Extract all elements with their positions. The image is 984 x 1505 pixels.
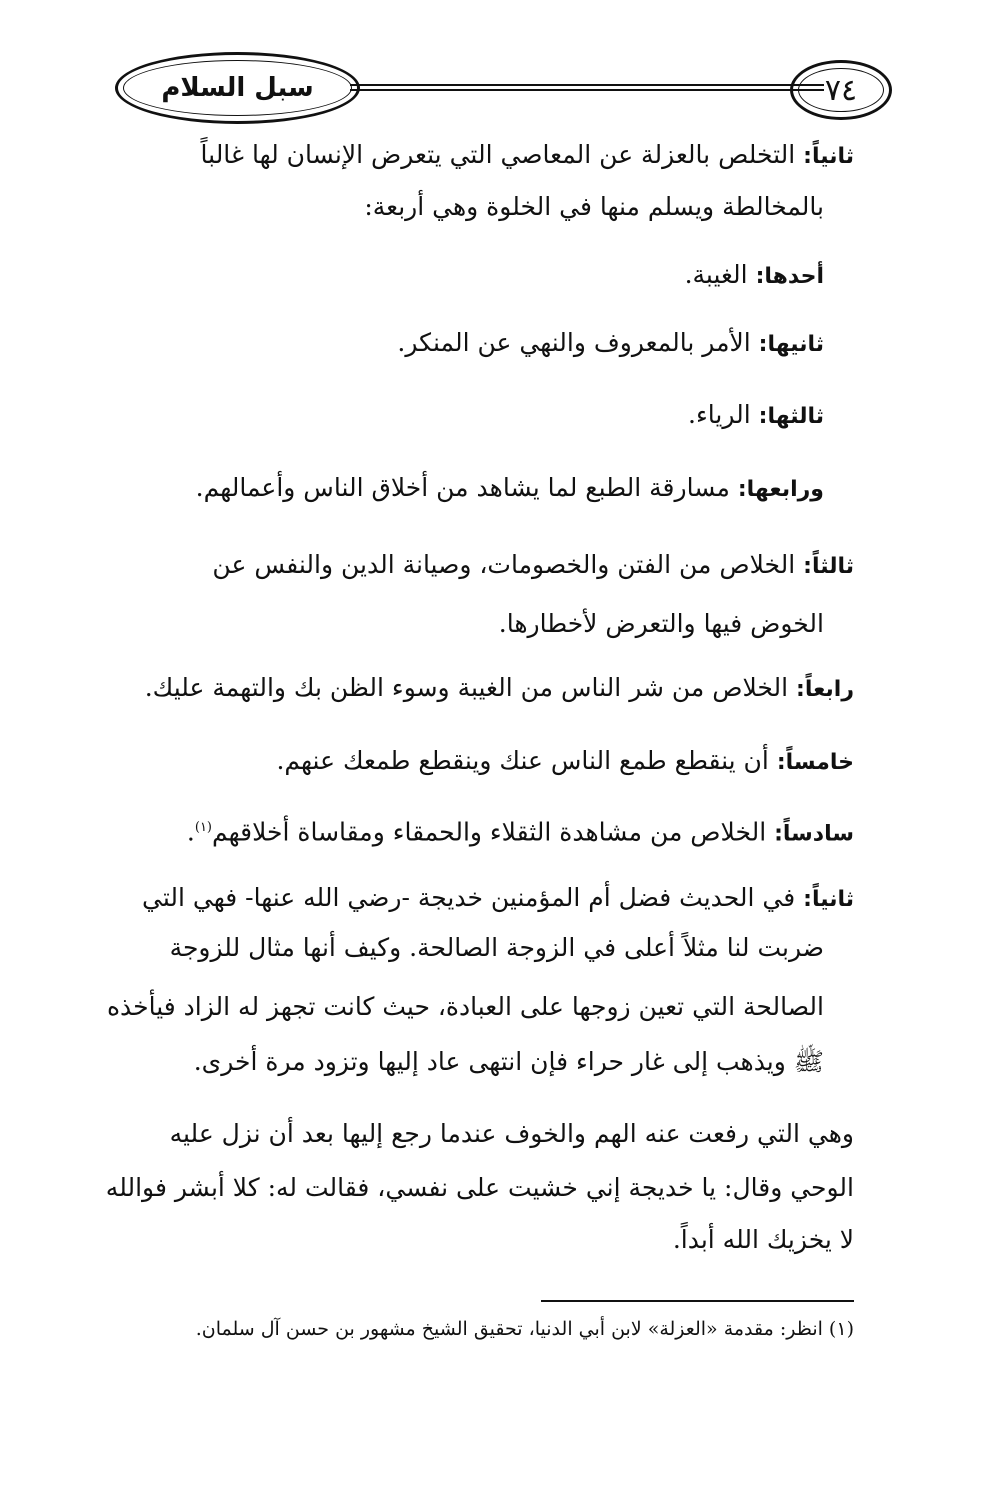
line-18: لا يخزيك الله أبداً. xyxy=(672,1225,854,1254)
line-15: ﷺ ويذهب إلى غار حراء فإن انتهى عاد إليها وتزود مرة أخرى. xyxy=(193,1047,824,1076)
line-6 xyxy=(112,458,824,519)
line-10-label: خامساً: xyxy=(776,750,854,775)
line-5-text: الرياء. xyxy=(688,400,759,429)
line-1-label: ثانياً: xyxy=(803,144,854,169)
line-9 xyxy=(112,658,854,719)
line-12-label: ثانياً: xyxy=(803,887,854,912)
line-3-text: الغيبة. xyxy=(684,260,756,289)
line-7 xyxy=(112,535,854,596)
line-4-label: ثانيها: xyxy=(758,332,824,357)
line-13: ضربت لنا مثلاً أعلى في الزوجة الصالحة. وكيف أنها مثال للزوجة xyxy=(169,933,824,962)
line-3-label: أحدها: xyxy=(755,264,824,289)
line-6-text: مسارقة الطبع لما يشاهد من أخلاق الناس وأعمالهم. xyxy=(195,473,738,502)
book-title: سبل السلام xyxy=(161,73,314,103)
header-rule xyxy=(350,84,824,91)
line-9-text: الخلاص من شر الناس من الغيبة وسوء الظن بك والتهمة عليك. xyxy=(144,673,797,702)
line-14: الصالحة التي تعين زوجها على العبادة، حيث كانت تجهز له الزاد فيأخذه xyxy=(106,992,824,1021)
line-6-label: ورابعها: xyxy=(737,477,824,502)
line-4 xyxy=(112,313,824,374)
line-17: الوحي وقال: يا خديجة إني خشيت على نفسي، فقالت له: كلا أبشر فوالله xyxy=(105,1173,854,1202)
line-11-text: الخلاص من مشاهدة الثقلاء والحمقاء ومقاساة أخلاقهم xyxy=(212,817,775,847)
line-7-label: ثالثاً: xyxy=(803,554,854,579)
line-5 xyxy=(112,385,824,446)
line-5-label: ثالثها: xyxy=(758,404,824,429)
line-9-label: رابعاً: xyxy=(796,677,854,702)
line-4-text: الأمر بالمعروف والنهي عن المنكر. xyxy=(397,328,759,357)
footnote-ref: (١) xyxy=(194,820,212,835)
line-11 xyxy=(112,798,854,863)
line-10 xyxy=(112,731,854,792)
page-number: ٧٤ xyxy=(824,72,858,108)
line-2: بالمخالطة ويسلم منها في الخلوة وهي أربعة: xyxy=(364,192,824,221)
footnote: (١) انظر: مقدمة «العزلة» لابن أبي الدنيا، تحقيق الشيخ مشهور بن حسن آل سلمان. xyxy=(195,1318,854,1340)
line-12-text: في الحديث فضل أم المؤمنين خديجة -رضي الله عنها- فهي التي xyxy=(142,883,804,912)
page-number-oval xyxy=(790,60,892,120)
line-16: وهي التي رفعت عنه الهم والخوف عندما رجع إليها بعد أن نزل عليه xyxy=(169,1119,854,1148)
line-11-end: . xyxy=(186,817,195,847)
book-title-oval xyxy=(115,52,360,124)
line-11-label: سادساً: xyxy=(774,821,854,847)
line-8: الخوض فيها والتعرض لأخطارها. xyxy=(498,609,824,638)
line-3 xyxy=(112,245,824,306)
line-10-text: أن ينقطع طمع الناس عنك وينقطع طمعك عنهم. xyxy=(276,746,777,775)
line-7-text: الخلاص من الفتن والخصومات، وصيانة الدين والنفس عن xyxy=(212,550,804,579)
footnote-separator xyxy=(541,1300,854,1302)
line-1-text: التخلص بالعزلة عن المعاصي التي يتعرض الإنسان لها غالباً xyxy=(200,140,804,169)
